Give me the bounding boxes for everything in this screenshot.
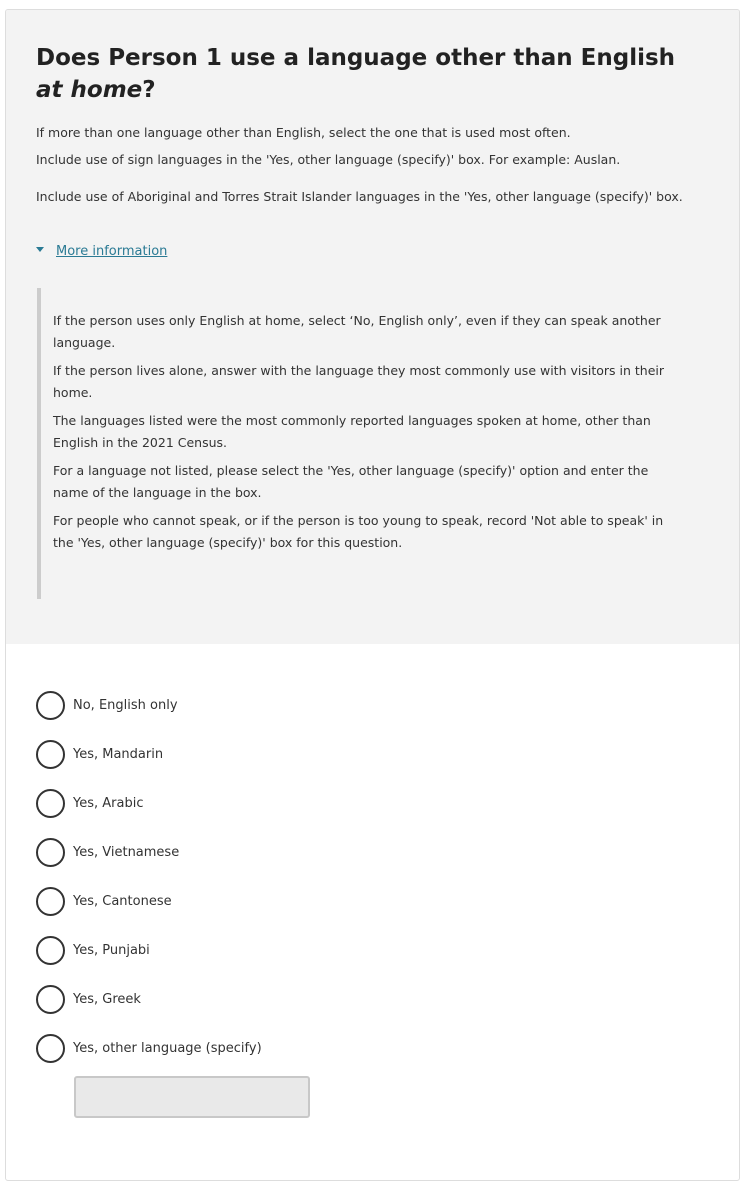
radio-option[interactable] [36,984,141,1014]
info-paragraph: For a language not listed, please select the 'Yes, other language (specify)' option and enter the name of the language in the box. [53,463,649,500]
radio-label: Yes, other language (specify) [73,1040,262,1056]
info-paragraph: The languages listed were the most commonly reported languages spoken at home, other than English in the 2021 Census. [53,413,651,450]
question-header [6,10,739,644]
radio-label: Yes, Punjabi [73,942,150,958]
info-paragraph: If the person uses only English at home, select ‘No, English only’, even if they can speak another language. [53,313,661,350]
info-paragraph: For people who cannot speak, or if the person is too young to speak, record 'Not able to speak' in the 'Yes, other language (specify)' box for this question. [53,513,664,550]
radio-option[interactable] [36,935,150,965]
radio-option[interactable] [36,1033,262,1063]
radio-button[interactable] [36,985,65,1014]
other-language-input[interactable] [74,1076,310,1118]
guidance-text: If more than one language other than English, select the one that is used most often. [36,125,571,140]
radio-option[interactable] [36,886,172,916]
radio-button[interactable] [36,740,65,769]
radio-label: Yes, Arabic [73,795,144,811]
question-card [5,9,740,1181]
radio-option[interactable] [36,837,179,867]
radio-button[interactable] [36,789,65,818]
radio-button[interactable] [36,838,65,867]
guidance-text: Include use of Aboriginal and Torres Strait Islander languages in the 'Yes, other language (specify)' box. [36,189,683,204]
radio-label: Yes, Cantonese [73,893,172,909]
info-paragraph: If the person lives alone, answer with the language they most commonly use with visitors in their home. [53,363,664,400]
guidance-text: Include use of sign languages in the 'Yes, other language (specify)' box. For example: Auslan. [36,152,621,167]
radio-button[interactable] [36,887,65,916]
radio-label: No, English only [73,697,178,713]
radio-button[interactable] [36,691,65,720]
radio-option[interactable] [36,788,143,818]
radio-option[interactable] [36,739,163,769]
more-information-panel [37,288,687,599]
title-emphasis: at home [36,77,143,103]
radio-label: Yes, Greek [73,991,141,1007]
more-information-toggle[interactable] [36,244,167,259]
radio-option[interactable] [36,690,178,720]
more-information-link[interactable]: More information [56,244,168,259]
question-title: Does Person 1 use a language other than English at home? [36,45,676,103]
radio-button[interactable] [36,1034,65,1063]
radio-label: Yes, Mandarin [73,746,164,762]
caret-down-icon [36,247,44,252]
radio-label: Yes, Vietnamese [73,844,180,860]
radio-button[interactable] [36,936,65,965]
